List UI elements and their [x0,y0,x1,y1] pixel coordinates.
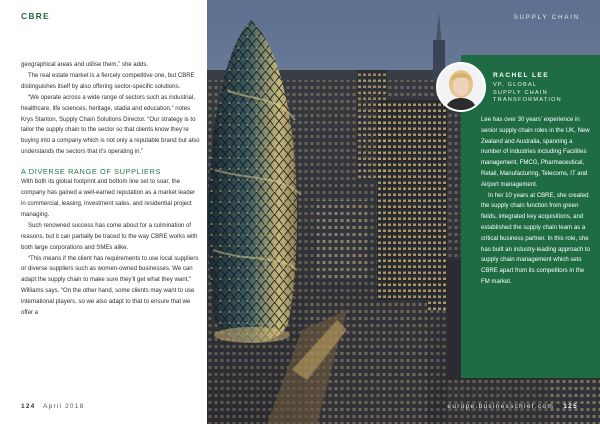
left-folio [21,403,84,410]
paragraph: “We operate across a wide range of sectors such as industrial, healthcare, life sciences, heritage, stadia and education,” notes Krys Stanton, Supply Chain Solutions Director. “Our strategy is to tailor the supply chain to the sector so that clients know they’re buying into a company which is not only a reputable brand but also understands the sectors that it’s operating in.” [21,94,200,156]
left-page [0,0,207,424]
bio-paragraph: Lee has over 30 years’ experience in senior supply chain roles in the UK, New Zealand and Australia, spanning a number of industries including Facilities management, FMCG, Pharmaceutical, Retail, Manufacturing, Telecoms, IT and Airport management. [481,117,590,188]
right-folio [447,403,578,410]
bio-paragraph: In her 10 years at CBRE, she created the supply chain function from green fields, integrated key acquisitions, and established the supply chain team as a critical business partner. In this role, she has built an industry-leading approach to supply chain management which sets CBRE apart from its competitors in the FM market. [481,192,590,285]
page-number-right: 125 [563,403,578,410]
page-number-left: 124 [21,403,36,410]
role-line: VP, GLOBAL [493,82,538,88]
website-url: europe.businesschief.com [447,403,555,410]
brand-logo: CBRE [21,11,50,21]
issue-date: April 2018 [43,403,85,410]
profile-name: RACHEL LEE [493,72,550,79]
paragraph: “This means if the client has requirements to use local suppliers or diverse suppliers such as women-owned businesses. We can adapt the supply chain to make sure they’ll get what they want,” Williams says. “On the other hand, some clients may want to use international players, so we also adapt to that to ensure that we offer a [21,255,199,317]
profile-role [493,82,593,105]
paragraph: With both its global footprint and bottom line set to soar, the company has gained a well-earned reputation as a market leader in commercial, leasing, investment sales, and residential project managing. [21,179,196,218]
section-label: SUPPLY CHAIN [513,14,580,21]
role-line: TRANSFORMATION [493,97,562,104]
profile-photo [436,62,486,112]
section-subheading: A DIVERSE RANGE OF SUPPLIERS [21,167,162,177]
person-avatar-icon [438,64,484,110]
paragraph: The real estate market is a fiercely competitive one, but CBRE distinguishes itself by also offering sector-specific solutions. [21,72,195,90]
profile-bio [481,115,593,288]
article-body [21,60,201,319]
role-line: SUPPLY CHAIN [493,89,548,96]
paragraph: Such renowned success has come about for a culmination of reasons, but it can partially be traced to the way CBRE works with both large corporations and SMEs alike. [21,222,198,251]
paragraph: geographical areas and utilise them,” she adds. [21,62,149,68]
